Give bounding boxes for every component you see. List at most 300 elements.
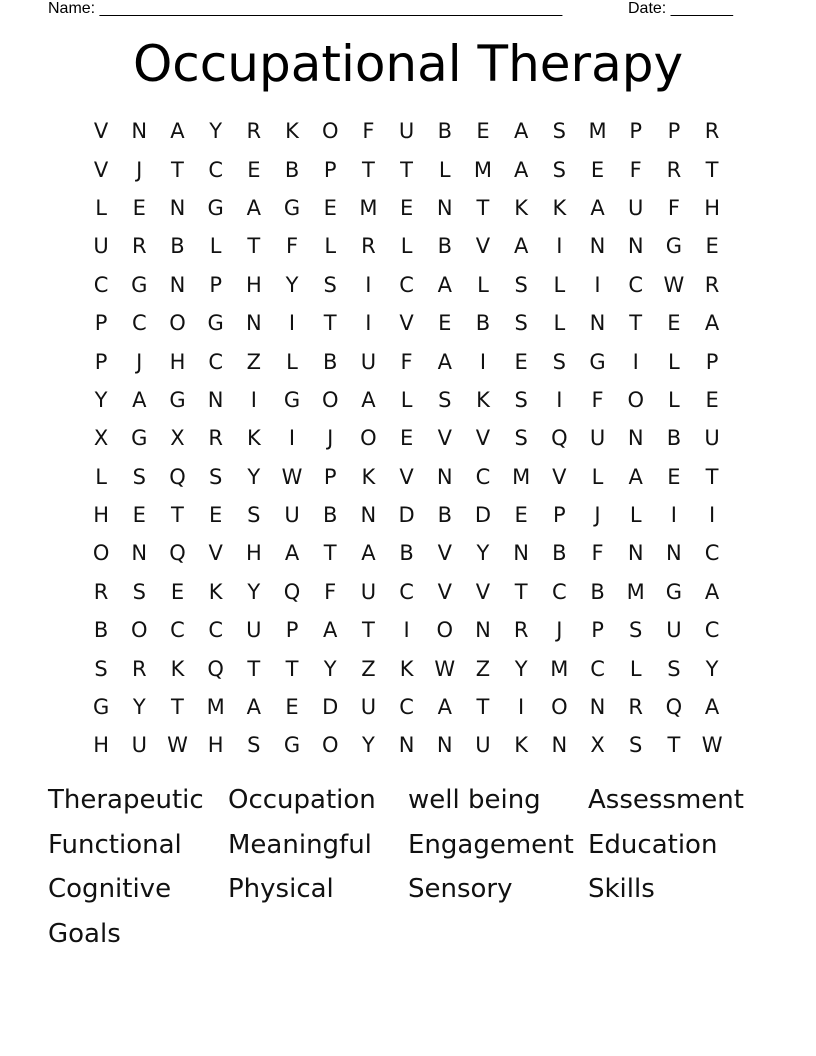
grid-letter: S [514, 387, 528, 412]
grid-letter: V [208, 541, 223, 566]
grid-letter: B [437, 234, 452, 259]
grid-letter: I [250, 387, 257, 412]
grid-letter: N [436, 464, 453, 489]
grid-letter: N [398, 733, 415, 758]
grid-letter: A [132, 387, 147, 412]
grid-row [82, 419, 732, 457]
grid-letter: H [207, 733, 224, 758]
grid-letter: U [398, 119, 415, 144]
grid-letter: Y [323, 656, 337, 681]
grid-letter: E [285, 695, 299, 720]
grid-letter: E [667, 464, 681, 489]
grid-letter: T [171, 695, 184, 720]
grid-letter: Y [209, 119, 223, 144]
grid-letter: A [437, 349, 452, 374]
grid-letter: V [475, 579, 491, 604]
grid-letter: D [398, 503, 415, 528]
grid-letter: E [705, 234, 719, 259]
grid-letter: A [284, 541, 300, 566]
grid-letter: E [132, 195, 146, 220]
grid-letter: V [552, 464, 567, 489]
grid-letter: I [403, 618, 410, 643]
grid-letter: O [321, 387, 339, 412]
grid-letter: Y [247, 579, 261, 604]
grid-letter: A [628, 464, 643, 489]
grid-letter: R [208, 426, 223, 451]
grid-row [82, 726, 732, 764]
grid-letter: M [626, 579, 645, 604]
grid-letter: C [704, 618, 720, 643]
grid-letter: O [551, 695, 568, 720]
word-bank-item: Goals [48, 918, 121, 949]
grid-letter: C [208, 157, 223, 182]
grid-letter: F [400, 349, 413, 374]
grid-letter: U [589, 426, 606, 451]
grid-letter: S [514, 272, 528, 297]
grid-letter: T [285, 656, 299, 681]
grid-letter: R [131, 234, 147, 259]
grid-letter: Y [285, 272, 299, 297]
grid-letter: U [666, 618, 682, 643]
grid-letter: I [556, 387, 563, 412]
grid-letter: J [594, 503, 601, 528]
grid-row [82, 189, 732, 227]
grid-letter: I [708, 503, 716, 528]
grid-letter: E [209, 503, 223, 528]
grid-letter: C [628, 272, 644, 297]
grid-letter: T [476, 195, 490, 220]
grid-letter: T [400, 157, 413, 182]
grid-letter: P [591, 618, 604, 643]
grid-letter: T [361, 157, 375, 182]
grid-letter: W [663, 272, 685, 297]
grid-letter: I [518, 695, 525, 720]
word-bank-item: Therapeutic [48, 785, 204, 815]
grid-letter: K [170, 656, 185, 681]
grid-letter: R [93, 579, 109, 604]
grid-letter: M [206, 695, 225, 720]
grid-letter: L [553, 311, 566, 336]
grid-letter: K [514, 195, 529, 220]
grid-letter: E [247, 157, 261, 182]
letter-grid [82, 112, 732, 765]
grid-letter: L [400, 234, 413, 259]
grid-letter: E [514, 349, 528, 374]
grid-letter: I [670, 503, 677, 528]
grid-letter: B [475, 311, 491, 336]
grid-row [82, 342, 732, 380]
grid-letter: P [94, 349, 108, 374]
grid-letter: L [668, 349, 680, 374]
grid-letter: Q [551, 426, 568, 451]
grid-letter: G [207, 195, 224, 220]
grid-letter: N [627, 234, 644, 259]
name-label: Name: [48, 0, 96, 17]
grid-letter: B [437, 119, 452, 144]
grid-letter: T [667, 733, 681, 758]
date-line: _______ [670, 0, 733, 17]
word-bank-item: Functional [48, 829, 182, 860]
grid-letter: Z [361, 656, 376, 681]
grid-letter: C [399, 695, 414, 720]
grid-letter: C [131, 311, 147, 336]
grid-letter: B [323, 349, 338, 374]
grid-letter: G [169, 387, 186, 412]
date-field [628, 0, 733, 18]
grid-letter: U [131, 733, 147, 758]
grid-letter: P [629, 119, 643, 144]
grid-letter: N [589, 311, 606, 336]
grid-letter: A [246, 695, 262, 720]
grid-row [82, 112, 732, 150]
grid-letter: K [552, 195, 567, 220]
grid-letter: N [589, 695, 606, 720]
grid-letter: M [588, 119, 607, 144]
grid-letter: T [247, 656, 261, 681]
grid-letter: N [513, 541, 530, 566]
grid-letter: Y [705, 656, 719, 681]
grid-letter: H [93, 733, 109, 758]
grid-letter: O [321, 119, 339, 144]
grid-letter: M [473, 157, 493, 182]
grid-letter: P [209, 272, 222, 297]
grid-letter: F [285, 234, 299, 259]
name-line: ____________________________________________________ [99, 0, 563, 17]
grid-letter: G [665, 579, 683, 604]
grid-letter: B [590, 579, 605, 604]
grid-letter: N [551, 733, 568, 758]
grid-letter: B [666, 426, 682, 451]
grid-letter: U [93, 234, 109, 259]
grid-letter: N [169, 195, 186, 220]
grid-letter: B [93, 618, 109, 643]
grid-letter: R [704, 272, 720, 297]
grid-letter: H [245, 272, 262, 297]
grid-letter: G [283, 733, 301, 758]
grid-letter: S [323, 272, 337, 297]
grid-letter: I [632, 349, 639, 374]
grid-row [82, 266, 732, 304]
grid-letter: L [324, 234, 337, 259]
grid-letter: W [167, 733, 188, 758]
grid-letter: H [245, 541, 262, 566]
grid-letter: E [476, 119, 490, 144]
grid-letter: K [514, 733, 529, 758]
grid-letter: A [437, 272, 452, 297]
grid-letter: K [476, 387, 490, 412]
grid-letter: Q [665, 695, 683, 720]
grid-letter: U [628, 195, 644, 220]
grid-letter: D [474, 503, 492, 528]
grid-letter: E [399, 426, 414, 451]
word-bank-item: Meaningful [228, 829, 372, 860]
grid-letter: S [629, 733, 643, 758]
word-bank-item: Engagement [408, 829, 574, 860]
grid-letter: M [550, 656, 569, 681]
grid-letter: D [322, 695, 339, 720]
grid-letter: E [170, 579, 185, 604]
grid-letter: T [171, 157, 184, 182]
grid-letter: L [209, 234, 222, 259]
grid-letter: K [246, 426, 261, 451]
grid-letter: U [360, 579, 377, 604]
grid-letter: R [361, 234, 376, 259]
grid-letter: I [288, 426, 296, 451]
grid-letter: S [552, 119, 567, 144]
grid-letter: G [665, 234, 683, 259]
grid-letter: Y [94, 387, 108, 412]
grid-letter: L [95, 464, 107, 489]
word-bank-item: Cognitive [48, 874, 172, 904]
grid-row [82, 534, 732, 572]
grid-letter: S [629, 618, 643, 643]
grid-letter: N [436, 733, 453, 758]
grid-letter: A [323, 618, 338, 643]
grid-letter: L [553, 272, 566, 297]
grid-letter: J [136, 349, 143, 374]
grid-letter: W [701, 733, 723, 758]
grid-letter: C [399, 272, 414, 297]
grid-letter: T [705, 464, 719, 489]
grid-row [82, 649, 732, 687]
grid-letter: F [591, 387, 604, 412]
header-row [48, 0, 740, 20]
grid-letter: Q [283, 579, 301, 604]
grid-letter: A [437, 695, 452, 720]
grid-letter: V [475, 426, 491, 451]
word-bank-item: Assessment [588, 785, 744, 815]
word-bank [48, 778, 768, 956]
grid-letter: P [94, 311, 108, 336]
grid-letter: L [668, 387, 680, 412]
grid-letter: H [93, 503, 109, 528]
grid-letter: A [361, 541, 376, 566]
grid-row [82, 150, 732, 188]
grid-letter: I [365, 272, 372, 297]
grid-letter: Z [475, 656, 491, 681]
grid-letter: B [170, 234, 185, 259]
grid-letter: C [704, 541, 720, 566]
grid-letter: F [324, 579, 337, 604]
grid-letter: B [323, 503, 338, 528]
grid-letter: H [169, 349, 186, 374]
grid-letter: U [704, 426, 720, 451]
grid-letter: E [705, 387, 719, 412]
grid-letter: A [704, 311, 720, 336]
grid-letter: X [170, 426, 185, 451]
grid-letter: S [552, 349, 567, 374]
grid-letter: Q [169, 464, 186, 489]
grid-letter: A [246, 195, 262, 220]
grid-letter: O [131, 618, 148, 643]
grid-letter: N [436, 195, 453, 220]
grid-letter: N [589, 234, 606, 259]
grid-letter: R [513, 618, 529, 643]
grid-letter: K [399, 656, 414, 681]
grid-letter: V [399, 464, 414, 489]
grid-letter: S [132, 579, 146, 604]
grid-letter: L [400, 387, 413, 412]
word-bank-item: Physical [228, 874, 334, 904]
grid-letter: O [436, 618, 454, 643]
grid-letter: N [169, 272, 186, 297]
grid-letter: E [514, 503, 528, 528]
grid-letter: E [132, 503, 146, 528]
date-label: Date: [628, 0, 667, 17]
grid-letter: T [323, 311, 337, 336]
grid-letter: E [667, 311, 681, 336]
grid-letter: A [170, 119, 185, 144]
grid-letter: B [437, 503, 452, 528]
grid-letter: C [208, 618, 223, 643]
grid-letter: U [475, 733, 491, 758]
grid-letter: C [399, 579, 414, 604]
grid-letter: A [704, 579, 720, 604]
grid-letter: R [704, 119, 720, 144]
grid-row [82, 381, 732, 419]
grid-letter: S [514, 426, 528, 451]
grid-letter: N [131, 119, 148, 144]
grid-letter: L [286, 349, 298, 374]
grid-letter: V [437, 579, 452, 604]
grid-letter: C [475, 464, 491, 489]
grid-letter: B [284, 157, 300, 182]
grid-letter: S [247, 733, 261, 758]
grid-letter: O [627, 387, 644, 412]
grid-letter: L [95, 195, 107, 220]
grid-letter: L [629, 503, 642, 528]
word-bank-item: well being [408, 785, 541, 815]
grid-letter: X [590, 733, 605, 758]
grid-letter: V [399, 311, 414, 336]
grid-letter: G [589, 349, 606, 374]
page-title: Occupational Therapy [132, 35, 684, 93]
grid-letter: Y [476, 541, 490, 566]
grid-letter: L [591, 464, 604, 489]
grid-letter: H [704, 195, 720, 220]
grid-letter: L [629, 656, 642, 681]
grid-row [82, 458, 732, 496]
grid-letter: G [207, 311, 224, 336]
grid-letter: B [552, 541, 567, 566]
grid-letter: G [283, 387, 301, 412]
grid-letter: E [590, 157, 605, 182]
grid-letter: U [360, 695, 377, 720]
grid-letter: T [323, 541, 337, 566]
grid-letter: N [360, 503, 377, 528]
grid-letter: A [513, 234, 529, 259]
grid-letter: R [666, 157, 682, 182]
grid-letter: G [92, 695, 110, 720]
grid-row [82, 496, 732, 534]
grid-letter: I [594, 272, 601, 297]
grid-letter: E [399, 195, 414, 220]
grid-letter: I [365, 311, 372, 336]
grid-letter: N [207, 387, 224, 412]
grid-letter: V [437, 426, 452, 451]
grid-letter: A [513, 119, 529, 144]
word-bank-item: Education [588, 829, 718, 860]
grid-letter: P [323, 464, 337, 489]
grid-letter: S [94, 656, 108, 681]
grid-letter: V [475, 234, 491, 259]
grid-letter: S [552, 157, 567, 182]
grid-letter: C [590, 656, 605, 681]
grid-letter: Y [247, 464, 261, 489]
grid-letter: X [93, 426, 109, 451]
name-field [48, 0, 562, 18]
grid-letter: I [288, 311, 296, 336]
grid-letter: Q [207, 656, 224, 681]
grid-row [82, 304, 732, 342]
grid-letter: Q [169, 541, 186, 566]
grid-letter: P [323, 157, 337, 182]
grid-row [82, 573, 732, 611]
grid-letter: K [208, 579, 223, 604]
grid-letter: I [556, 234, 563, 259]
grid-letter: T [514, 579, 528, 604]
grid-letter: R [131, 656, 147, 681]
grid-letter: L [438, 157, 451, 182]
grid-row [82, 227, 732, 265]
grid-letter: I [479, 349, 487, 374]
grid-letter: T [361, 618, 375, 643]
grid-letter: C [93, 272, 109, 297]
grid-letter: O [92, 541, 110, 566]
grid-letter: N [131, 541, 148, 566]
grid-letter: F [629, 157, 642, 182]
grid-letter: N [666, 541, 682, 566]
grid-letter: C [170, 618, 185, 643]
grid-letter: U [284, 503, 300, 528]
word-bank-item: Skills [588, 874, 655, 904]
grid-letter: G [283, 195, 301, 220]
grid-letter: F [591, 541, 604, 566]
grid-letter: V [437, 541, 452, 566]
grid-letter: T [629, 311, 643, 336]
grid-letter: J [136, 157, 143, 182]
grid-letter: N [627, 426, 644, 451]
grid-letter: P [667, 119, 681, 144]
grid-letter: F [667, 195, 680, 220]
word-bank-item: Sensory [408, 874, 513, 904]
grid-letter: L [477, 272, 489, 297]
grid-letter: T [476, 695, 490, 720]
grid-letter: T [171, 503, 184, 528]
grid-letter: E [323, 195, 337, 220]
grid-letter: K [285, 119, 299, 144]
grid-letter: G [131, 272, 148, 297]
grid-letter: K [361, 464, 376, 489]
grid-letter: O [321, 733, 339, 758]
grid-letter: E [438, 311, 452, 336]
grid-letter: S [438, 387, 452, 412]
grid-letter: O [360, 426, 377, 451]
grid-letter: S [514, 311, 528, 336]
grid-letter: A [513, 157, 529, 182]
grid-letter: Y [361, 733, 375, 758]
grid-letter: N [245, 311, 262, 336]
grid-letter: T [247, 234, 261, 259]
grid-letter: S [208, 464, 223, 489]
grid-letter: T [705, 157, 719, 182]
grid-letter: Y [132, 695, 146, 720]
grid-letter: C [552, 579, 567, 604]
grid-letter: V [93, 157, 109, 182]
grid-letter: B [399, 541, 414, 566]
grid-letter: P [553, 503, 566, 528]
grid-letter: C [208, 349, 223, 374]
